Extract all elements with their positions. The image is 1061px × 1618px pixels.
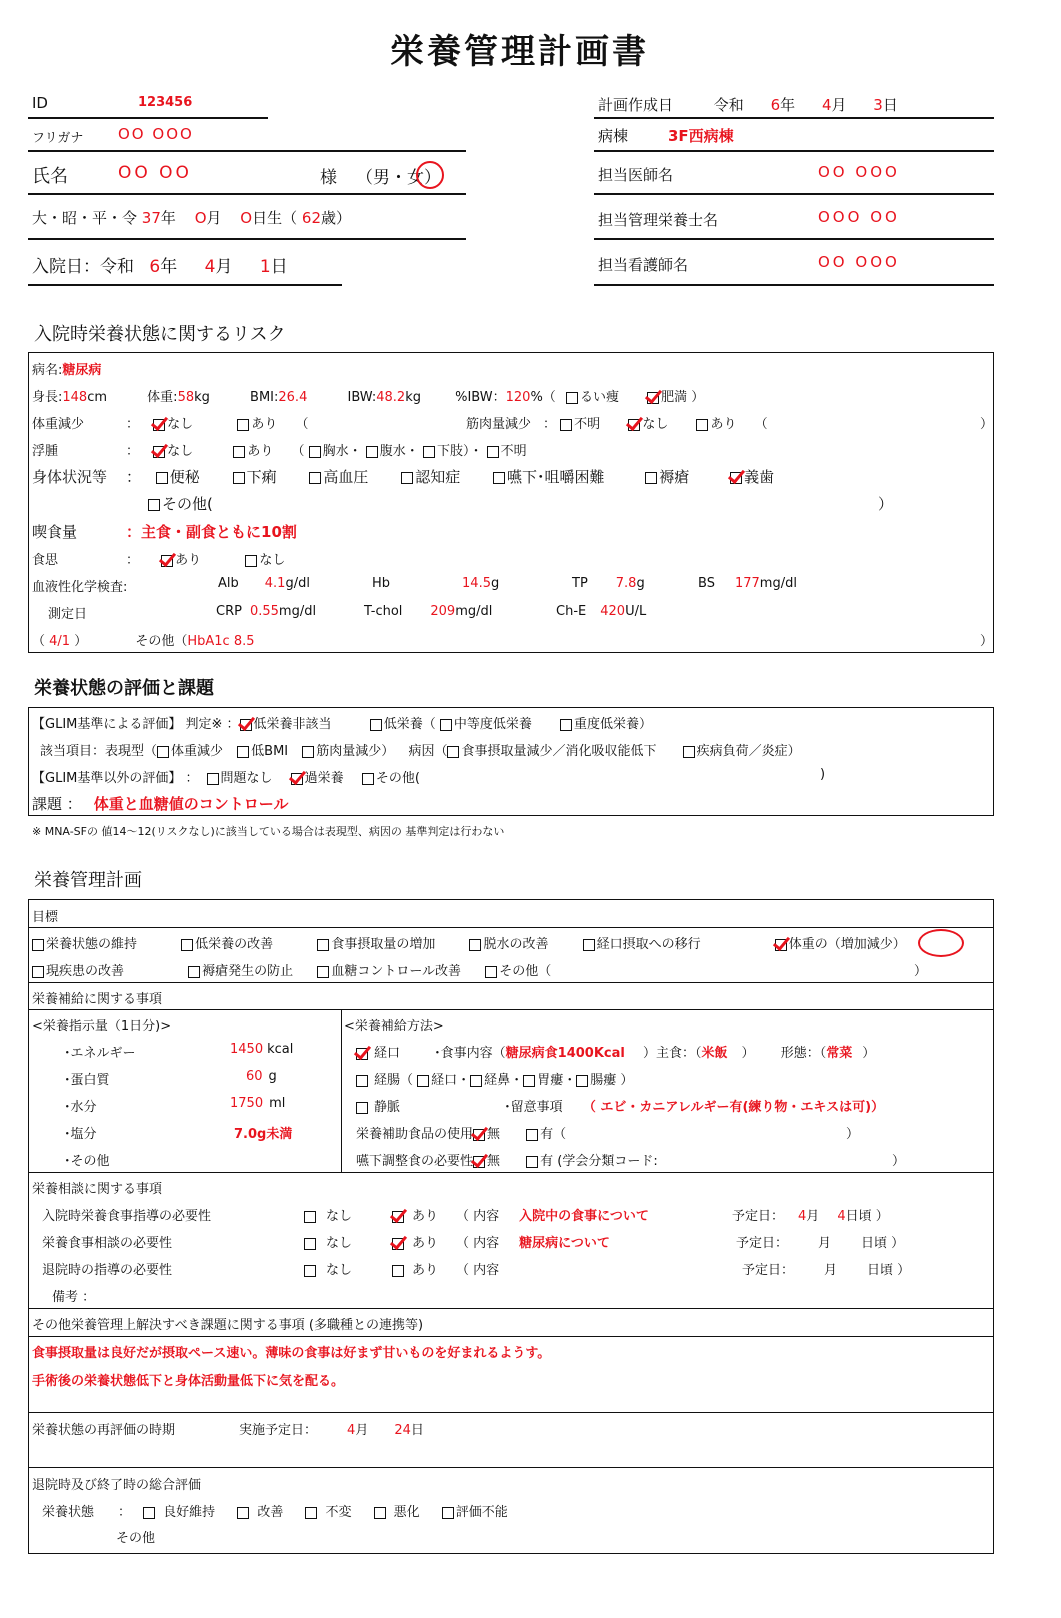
plan-heading: 栄養管理計画: [34, 870, 142, 891]
gishi-checkbox[interactable]: [730, 472, 742, 484]
name-label: 氏名: [32, 166, 68, 187]
name-value: OO OO: [118, 163, 192, 183]
honorific: 様: [320, 168, 337, 188]
edema-nashi-checkbox[interactable]: [153, 446, 165, 458]
body-other: その他(: [148, 493, 213, 514]
item-row: 該当項目：表現型（ 体重減少 低BMI 筋肉量減少） 病因（ 食事摂取量減少／消化吸収能低下 疾病負荷／炎症）: [40, 744, 801, 759]
issue-row: 課題 ： 体重と血糖値のコントロール: [32, 795, 289, 813]
nurse-value: OO OOO: [818, 253, 900, 271]
plan-date-row: 計画作成日 令和 6年 4月 3日: [598, 96, 898, 114]
admit-row: 入院日：令和 6年 4月 1日: [32, 257, 288, 277]
id-label: ID: [32, 94, 48, 112]
supp-row: 栄養補助食品の使用 無 有（: [356, 1127, 567, 1142]
plan-box: [28, 899, 994, 1554]
nurse-label: 担当看護師名: [598, 256, 689, 274]
body-status-row: 身体状況等 ： 便秘 下痢 高血圧 認知症 嚥下･咀嚼困難 褥瘡 義歯: [32, 468, 775, 486]
over-checkbox[interactable]: [291, 773, 303, 785]
wl-nashi-checkbox[interactable]: [153, 419, 165, 431]
c1-ari-checkbox[interactable]: [392, 1211, 404, 1223]
rui-checkbox[interactable]: [566, 392, 578, 404]
goal-row-2: 現疾患の改善 褥瘡発生の防止 血糖コントロール改善 その他（: [32, 960, 551, 979]
doctor-label: 担当医師名: [598, 166, 674, 184]
weight-goal-checkbox[interactable]: [775, 939, 787, 951]
iv-row: 静脈 ･留意事項 （ エビ・カニアレルギー有(練り物・エキスは可)）: [356, 1096, 884, 1115]
muscle-fumei-checkbox[interactable]: [560, 419, 572, 431]
furigana-value: OO OOO: [118, 125, 194, 143]
swallow-mu-checkbox[interactable]: [473, 1156, 485, 1168]
risk-heading: 入院時栄養状態に関するリスク: [34, 324, 286, 345]
muscle-row: 筋肉量減少 ： 不明 なし あり （: [466, 417, 768, 432]
blood-row: 血液性化学検査:: [32, 580, 128, 595]
swallow-row: 嚥下調整食の必要性 無 有 (学会分類コード:: [356, 1154, 658, 1169]
muscle-close: ）: [980, 417, 994, 432]
c2-ari-checkbox[interactable]: [392, 1238, 404, 1250]
appetite-nashi-checkbox[interactable]: [245, 555, 257, 567]
tube-row: 経腸（ 経口・ 経鼻・ 胃瘻・ 腸瘻 ）: [356, 1069, 633, 1088]
gender: （男・女）: [356, 168, 441, 188]
furigana-label: フリガナ: [32, 131, 84, 146]
id-value: 123456: [138, 95, 193, 110]
date-other-row: （ 4/1 ） その他（HbA1c 8.5: [32, 634, 255, 649]
birth-row: 大・昭・平・令 37年 O月 O日生（ 62歳）: [32, 209, 352, 227]
doctor-value: OO OOO: [818, 163, 900, 181]
supp-mu-checkbox[interactable]: [473, 1129, 485, 1141]
wl-ari-checkbox[interactable]: [237, 419, 249, 431]
ward-label: 病棟: [598, 127, 629, 145]
intake-row: 喫食量 ：主食・副食ともに10割: [32, 523, 297, 541]
dietitian-label: 担当管理栄養士名: [598, 211, 719, 229]
nonglim-row: 【GLIM基準以外の評価】 ： 問題なし 過栄養 その他(: [32, 771, 420, 786]
weight-loss-row: 体重減少 ： なし あり （: [32, 417, 309, 432]
dietitian-value: OOO OO: [818, 208, 900, 226]
appetite-row: 食思 ： あり なし: [32, 553, 286, 568]
body-measure-row: 身長:148cm 体重:58kg BMI:26.4 IBW:48.2kg %IBW：120%（ るい痩 肥満 ）: [32, 390, 705, 405]
issue-line-2: 手術後の栄養状態低下と身体活動量低下に気を配る。: [32, 1374, 345, 1389]
eval-heading: 栄養状態の評価と課題: [34, 678, 214, 699]
final-status-row: 栄養状態 ： 良好維持 改善 不変 悪化 評価不能: [42, 1505, 508, 1520]
oral-row: 経口 ･食事内容（糖尿病食1400Kcal ）主食：（米飯 ） 形態：（常菜 ）: [356, 1042, 875, 1061]
edema-row: 浮腫 ： なし あり （ 胸水・ 腹水・ 下肢）・ 不明: [32, 444, 527, 459]
non-checkbox[interactable]: [240, 719, 252, 731]
himan-checkbox[interactable]: [647, 392, 659, 404]
oral-checkbox[interactable]: [356, 1048, 368, 1060]
glim-row: 【GLIM基準による評価】 判定※ ： 低栄養非該当 低栄養（ 中等度低栄養 重度低栄養）: [32, 717, 653, 732]
muscle-nashi-checkbox[interactable]: [628, 419, 640, 431]
muscle-ari-checkbox[interactable]: [696, 419, 708, 431]
note: ※ MNA-SFの 値14～12(リスクなし)に該当している場合は表現型、病因の 基準判定は行わない: [32, 825, 505, 838]
appetite-ari-checkbox[interactable]: [161, 555, 173, 567]
disease-row: 病名:糖尿病: [32, 363, 102, 378]
decrease-circle: [918, 929, 964, 957]
gender-circle: [416, 161, 444, 189]
page-title: 栄養管理計画書: [390, 32, 649, 72]
issue-line-1: 食事摂取量は良好だが摂取ペース速い。薄味の食事は好まず甘いものを好まれるようす。: [32, 1346, 551, 1361]
edema-ari-checkbox[interactable]: [233, 446, 245, 458]
ward-value: 3F西病棟: [668, 127, 734, 145]
goal-row-1: 栄養状態の維持 低栄養の改善 食事摂取量の増加 脱水の改善 経口摂取への移行 体重の（増加減少）: [32, 933, 906, 952]
